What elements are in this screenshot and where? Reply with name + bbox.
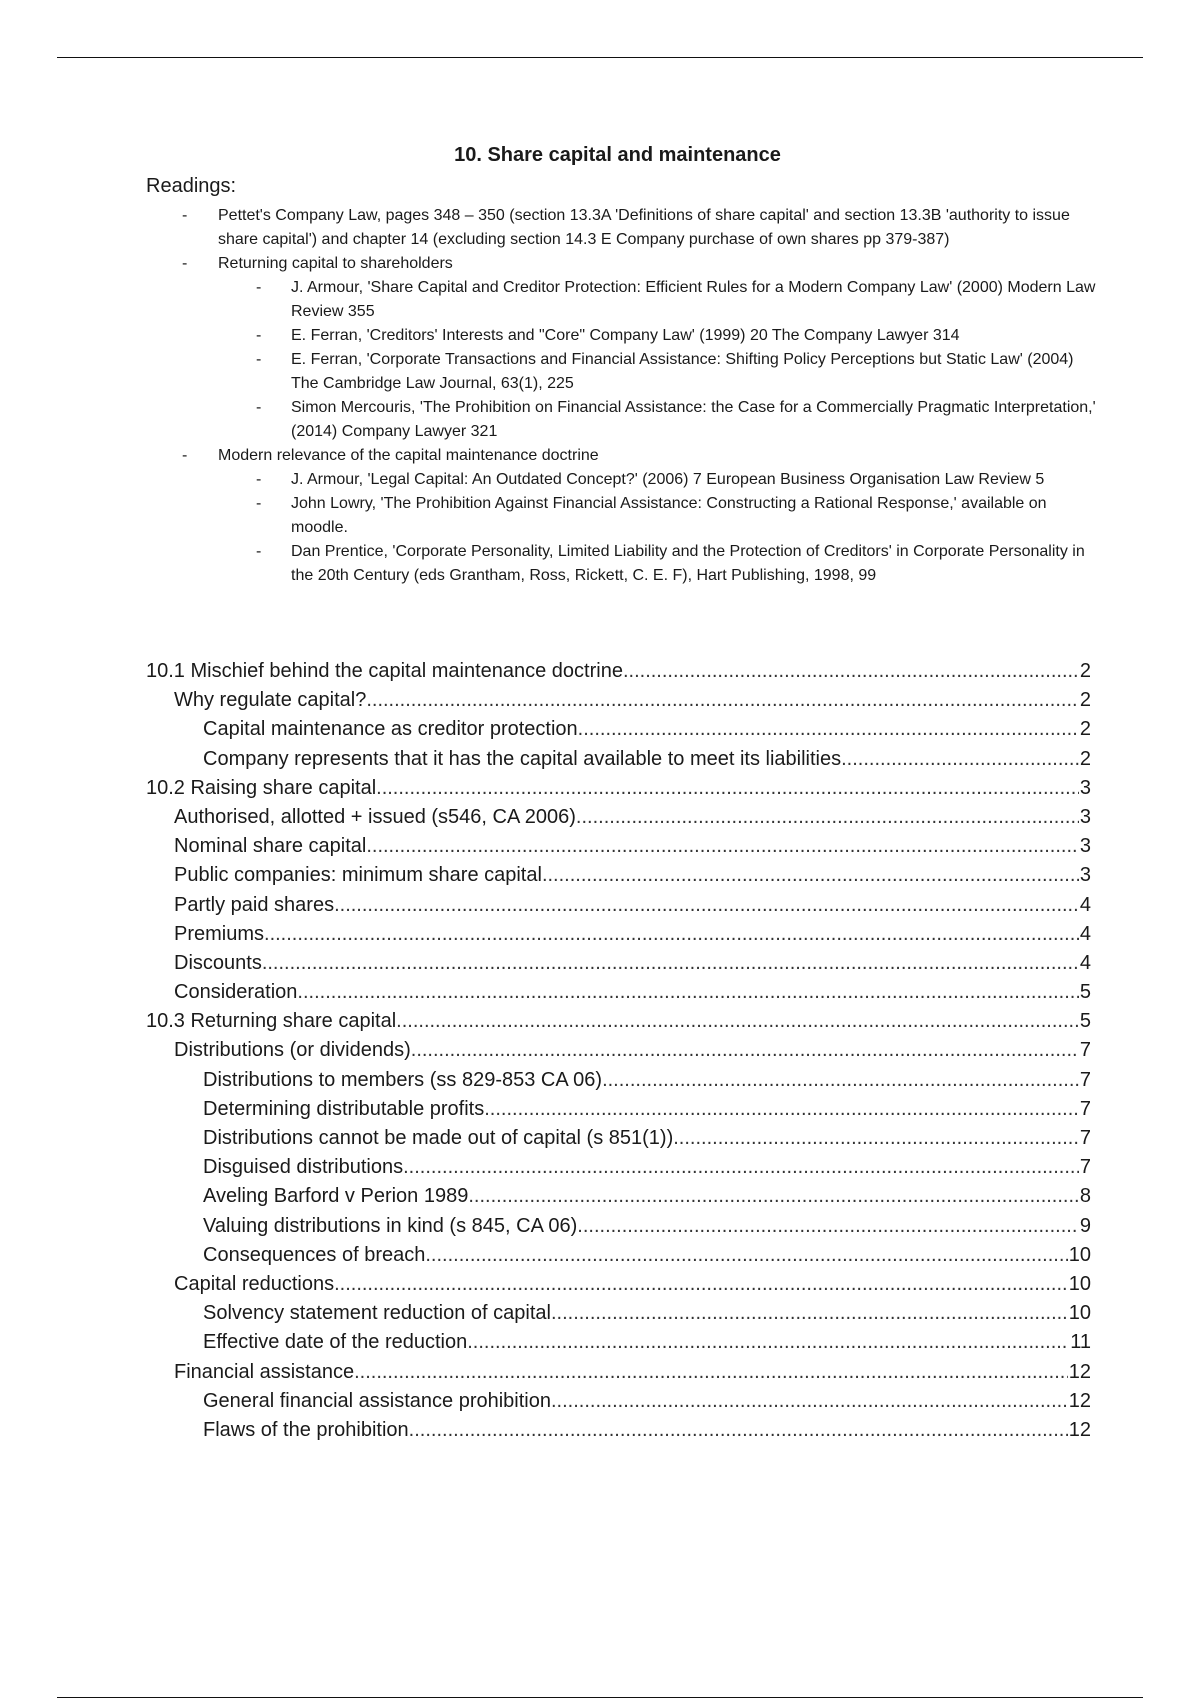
dot-leader xyxy=(468,1182,1079,1211)
dash-bullet: - xyxy=(256,495,262,512)
dot-leader xyxy=(841,745,1079,774)
reading-text: J. Armour, 'Legal Capital: An Outdated Concept?' (2006) 7 European Business Organisation Law Review 5 xyxy=(291,471,1045,488)
reading-item xyxy=(146,492,1096,540)
toc-entry-label[interactable]: Distributions to members (ss 829-853 CA 06) xyxy=(203,1068,603,1091)
dot-leader xyxy=(297,978,1078,1007)
toc-entry[interactable] xyxy=(146,1182,1091,1211)
toc-entry-label[interactable]: Flaws of the prohibition xyxy=(203,1418,409,1441)
reading-item xyxy=(146,348,1096,396)
toc-page-number[interactable]: 3 xyxy=(1079,835,1091,858)
toc-entry-label[interactable]: 10.3 Returning share capital xyxy=(146,1010,397,1033)
toc-page-number[interactable]: 7 xyxy=(1079,1097,1091,1120)
dot-leader xyxy=(551,1387,1068,1416)
dot-leader xyxy=(334,891,1079,920)
toc-entry[interactable] xyxy=(146,1241,1091,1270)
toc-entry[interactable] xyxy=(146,1328,1091,1357)
reading-item xyxy=(146,396,1096,444)
dot-leader xyxy=(366,832,1079,861)
dot-leader xyxy=(409,1416,1068,1445)
reading-item xyxy=(146,252,1096,276)
toc-entry-label[interactable]: Premiums xyxy=(174,922,265,945)
dash-bullet: - xyxy=(256,543,262,560)
toc-entry-label[interactable]: Financial assistance xyxy=(174,1360,355,1383)
toc-entry-label[interactable]: Disguised distributions xyxy=(203,1156,404,1179)
dash-bullet: - xyxy=(182,447,188,464)
toc-entry[interactable] xyxy=(146,774,1091,803)
dot-leader xyxy=(578,715,1079,744)
toc-entry[interactable] xyxy=(146,1066,1091,1095)
dash-bullet: - xyxy=(256,471,262,488)
toc-page-number[interactable]: 4 xyxy=(1079,893,1091,916)
toc-entry-label[interactable]: Distributions (or dividends) xyxy=(174,1039,411,1062)
toc-entry-label[interactable]: Capital reductions xyxy=(174,1272,335,1295)
toc-page-number[interactable]: 5 xyxy=(1079,1010,1091,1033)
toc-entry-label[interactable]: Capital maintenance as creditor protection xyxy=(203,718,578,741)
toc-page-number[interactable]: 3 xyxy=(1079,776,1091,799)
dash-bullet: - xyxy=(182,207,188,224)
toc-page-number[interactable]: 11 xyxy=(1070,1331,1091,1354)
toc-page-number[interactable]: 7 xyxy=(1079,1068,1091,1091)
dot-leader xyxy=(411,1036,1079,1065)
toc-entry-label[interactable]: Nominal share capital xyxy=(174,835,367,858)
dot-leader xyxy=(366,686,1079,715)
reading-text: John Lowry, 'The Prohibition Against Financial Assistance: Constructing a Rational Response,' available on moodle. xyxy=(291,495,1047,536)
page-title: 10. Share capital and maintenance xyxy=(454,144,781,166)
toc-entry[interactable] xyxy=(146,1124,1091,1153)
dot-leader xyxy=(376,774,1079,803)
toc-entry[interactable] xyxy=(146,920,1091,949)
toc-entry[interactable] xyxy=(146,803,1091,832)
footer-rule xyxy=(57,1697,1143,1698)
toc-entry-label[interactable]: Company represents that it has the capital available to meet its liabilities xyxy=(203,747,842,770)
toc-page-number[interactable]: 5 xyxy=(1079,981,1091,1004)
toc-entry[interactable] xyxy=(146,1212,1091,1241)
toc-entry[interactable] xyxy=(146,1095,1091,1124)
toc-entry[interactable] xyxy=(146,861,1091,890)
reading-text: E. Ferran, 'Corporate Transactions and Financial Assistance: Shifting Policy Perceptions but Static Law' (2004) The Cambridge Law Journal, 63(1), 225 xyxy=(291,351,1074,392)
toc-entry[interactable] xyxy=(146,715,1091,744)
reading-text: J. Armour, 'Share Capital and Creditor Protection: Efficient Rules for a Modern Company Law' (2000) Modern Law Review 355 xyxy=(291,279,1096,320)
toc-entry[interactable] xyxy=(146,1153,1091,1182)
dot-leader xyxy=(551,1299,1068,1328)
dot-leader xyxy=(577,1212,1079,1241)
toc-page-number[interactable]: 3 xyxy=(1079,805,1091,828)
toc-entry-label[interactable]: 10.2 Raising share capital xyxy=(146,776,377,799)
table-of-contents xyxy=(146,657,1091,1445)
toc-page-number[interactable]: 4 xyxy=(1079,922,1091,945)
toc-page-number[interactable]: 2 xyxy=(1079,660,1091,682)
dot-leader xyxy=(602,1066,1079,1095)
dash-bullet: - xyxy=(256,399,262,416)
toc-entry[interactable] xyxy=(146,1036,1091,1065)
reading-item xyxy=(146,540,1096,588)
toc-page-number[interactable]: 10 xyxy=(1068,1272,1091,1295)
toc-entry-label[interactable]: Consequences of breach xyxy=(203,1243,426,1266)
toc-entry-label[interactable]: Authorised, allotted + issued (s546, CA 2006) xyxy=(174,805,576,828)
toc-entry[interactable] xyxy=(146,891,1091,920)
toc-entry-label[interactable]: Partly paid shares xyxy=(174,893,335,916)
dot-leader xyxy=(673,1124,1079,1153)
toc-entry[interactable] xyxy=(146,1416,1091,1445)
dot-leader xyxy=(264,920,1079,949)
toc-entry-label[interactable]: Determining distributable profits xyxy=(203,1097,485,1120)
toc-entry-label[interactable]: 10.1 Mischief behind the capital maintenance doctrine xyxy=(146,660,623,682)
dot-leader xyxy=(354,1358,1068,1387)
dash-bullet: - xyxy=(182,255,188,272)
toc-page-number[interactable]: 8 xyxy=(1079,1185,1091,1208)
dot-leader xyxy=(403,1153,1079,1182)
toc-page-number[interactable]: 12 xyxy=(1068,1418,1091,1441)
toc-page-number[interactable]: 12 xyxy=(1068,1389,1091,1412)
dot-leader xyxy=(576,803,1079,832)
toc-entry-label[interactable]: General financial assistance prohibition xyxy=(203,1389,551,1412)
dot-leader xyxy=(262,949,1079,978)
toc-entry-label[interactable]: Why regulate capital? xyxy=(174,689,367,712)
readings-list xyxy=(146,204,1096,588)
toc-page-number[interactable]: 7 xyxy=(1079,1039,1091,1062)
toc-page-number[interactable]: 2 xyxy=(1079,689,1091,712)
toc-page-number[interactable]: 2 xyxy=(1079,718,1091,741)
toc-page-number[interactable]: 7 xyxy=(1079,1156,1091,1179)
toc-entry[interactable] xyxy=(146,1299,1091,1328)
toc-page-number[interactable]: 7 xyxy=(1079,1127,1091,1149)
toc-page-number[interactable]: 10 xyxy=(1068,1302,1091,1325)
toc-page-number[interactable]: 12 xyxy=(1068,1360,1091,1383)
toc-entry[interactable] xyxy=(146,978,1091,1007)
dash-bullet: - xyxy=(256,351,262,368)
toc-entry[interactable] xyxy=(146,686,1091,715)
toc-entry-label[interactable]: Effective date of the reduction xyxy=(203,1331,468,1354)
dash-bullet: - xyxy=(256,279,262,296)
reading-text: Simon Mercouris, 'The Prohibition on Financial Assistance: the Case for a Commercially Pragmatic Interpretation,' (2014) Company Lawyer 321 xyxy=(291,399,1096,440)
toc-entry-label[interactable]: Distributions cannot be made out of capital (s 851(1)) xyxy=(203,1127,674,1149)
dot-leader xyxy=(334,1270,1068,1299)
reading-text: Pettet's Company Law, pages 348 – 350 (section 13.3A 'Definitions of share capital' and section 13.3B 'authority to issue share capital') and chapter 14 (excluding section 14.3 E Company purchase of own shares pp 379-387) xyxy=(218,207,1070,248)
toc-page-number[interactable]: 4 xyxy=(1079,951,1091,974)
toc-entry[interactable] xyxy=(146,1270,1091,1299)
toc-entry[interactable] xyxy=(146,1387,1091,1416)
toc-entry[interactable] xyxy=(146,949,1091,978)
toc-page-number[interactable]: 2 xyxy=(1079,747,1091,770)
toc-entry[interactable] xyxy=(146,657,1091,686)
reading-text: Dan Prentice, 'Corporate Personality, Limited Liability and the Protection of Creditors' in Corporate Personality in the 20th Century (eds Grantham, Ross, Rickett, C. E. F), Hart Publishing, 1998, 99 xyxy=(291,543,1085,584)
dash-bullet: - xyxy=(256,327,262,344)
toc-entry[interactable] xyxy=(146,1007,1091,1036)
toc-entry-label[interactable]: Solvency statement reduction of capital xyxy=(203,1302,551,1325)
toc-entry-label[interactable]: Consideration xyxy=(174,981,298,1004)
reading-item xyxy=(146,276,1096,324)
toc-entry-label[interactable]: Valuing distributions in kind (s 845, CA 06) xyxy=(203,1214,578,1237)
reading-item xyxy=(146,324,1096,348)
toc-entry[interactable] xyxy=(146,745,1091,774)
readings-heading: Readings: xyxy=(146,175,237,197)
toc-entry[interactable] xyxy=(146,832,1091,861)
toc-page-number[interactable]: 3 xyxy=(1079,864,1091,887)
reading-item xyxy=(146,444,1096,468)
reading-text: Modern relevance of the capital maintenance doctrine xyxy=(218,447,599,464)
dot-leader xyxy=(484,1095,1079,1124)
reading-item xyxy=(146,468,1096,492)
reading-text: Returning capital to shareholders xyxy=(218,255,453,272)
dot-leader xyxy=(623,657,1079,686)
reading-text: E. Ferran, 'Creditors' Interests and "Core" Company Law' (1999) 20 The Company Lawyer 314 xyxy=(291,327,960,344)
dot-leader xyxy=(425,1241,1067,1270)
dot-leader xyxy=(542,861,1079,890)
dot-leader xyxy=(467,1328,1069,1357)
toc-page-number[interactable]: 10 xyxy=(1068,1243,1091,1266)
dot-leader xyxy=(396,1007,1079,1036)
toc-entry-label[interactable]: Aveling Barford v Perion 1989 xyxy=(203,1185,469,1208)
reading-item xyxy=(146,204,1096,252)
header-rule xyxy=(57,57,1143,58)
toc-entry[interactable] xyxy=(146,1358,1091,1387)
toc-page-number[interactable]: 9 xyxy=(1079,1214,1091,1237)
toc-entry-label[interactable]: Public companies: minimum share capital xyxy=(174,864,542,887)
toc-entry-label[interactable]: Discounts xyxy=(174,951,262,974)
